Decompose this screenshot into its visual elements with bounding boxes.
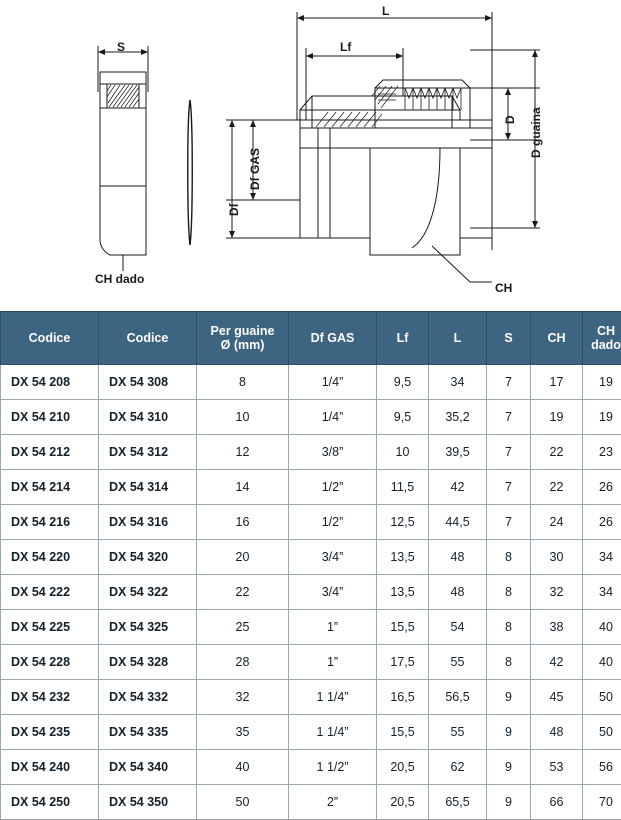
table-cell: 14: [197, 470, 289, 505]
table-cell: 3/4”: [289, 540, 377, 575]
table-cell: DX 54 332: [99, 680, 197, 715]
col-header-codice-2: Codice: [99, 312, 197, 365]
table-cell: DX 54 225: [1, 610, 99, 645]
table-cell: 8: [487, 575, 531, 610]
technical-drawing: [0, 0, 621, 310]
table-cell: 40: [583, 610, 621, 645]
table-cell: 35: [197, 715, 289, 750]
table-row: [1, 540, 621, 575]
table-cell: 55: [429, 715, 487, 750]
col-header-per-guaine-line1: Per guaine: [211, 324, 275, 338]
table-cell: 39,5: [429, 435, 487, 470]
table-cell: 17: [531, 365, 583, 400]
table-cell: 19: [583, 400, 621, 435]
table-cell: 56,5: [429, 680, 487, 715]
table-cell: DX 54 220: [1, 540, 99, 575]
dim-label-ch-dado: CH dado: [95, 272, 144, 286]
dim-label-df-gas: Df GAS: [248, 148, 262, 190]
spec-table: [0, 311, 621, 820]
table-cell: 10: [377, 435, 429, 470]
table-cell: DX 54 222: [1, 575, 99, 610]
col-header-per-guaine-line2: Ø (mm): [221, 338, 265, 352]
table-row: [1, 365, 621, 400]
table-cell: 1 1/4”: [289, 715, 377, 750]
table-cell: 3/8”: [289, 435, 377, 470]
table-cell: 42: [429, 470, 487, 505]
table-cell: 34: [429, 365, 487, 400]
table-header-row: [1, 312, 621, 365]
table-cell: 17,5: [377, 645, 429, 680]
table-cell: DX 54 328: [99, 645, 197, 680]
table-cell: 32: [531, 575, 583, 610]
table-cell: 50: [583, 680, 621, 715]
table-cell: 2”: [289, 785, 377, 820]
table-cell: DX 54 212: [1, 435, 99, 470]
table-cell: 66: [531, 785, 583, 820]
table-cell: 22: [531, 470, 583, 505]
table-cell: 40: [197, 750, 289, 785]
table-cell: DX 54 308: [99, 365, 197, 400]
table-row: [1, 575, 621, 610]
table-cell: 8: [487, 610, 531, 645]
table-cell: 20,5: [377, 750, 429, 785]
table-cell: 9: [487, 785, 531, 820]
table-cell: 22: [531, 435, 583, 470]
table-cell: 34: [583, 540, 621, 575]
table-cell: 13,5: [377, 575, 429, 610]
table-cell: DX 54 312: [99, 435, 197, 470]
table-cell: 1”: [289, 645, 377, 680]
table-cell: 1/4”: [289, 365, 377, 400]
table-cell: DX 54 350: [99, 785, 197, 820]
dim-label-s: S: [117, 40, 125, 54]
table-row: [1, 750, 621, 785]
table-cell: 34: [583, 575, 621, 610]
table-cell: 7: [487, 400, 531, 435]
table-cell: 9: [487, 680, 531, 715]
table-cell: 9,5: [377, 400, 429, 435]
table-cell: 3/4”: [289, 575, 377, 610]
table-cell: 30: [531, 540, 583, 575]
table-cell: 7: [487, 505, 531, 540]
table-cell: 65,5: [429, 785, 487, 820]
table-cell: 26: [583, 470, 621, 505]
table-row: [1, 435, 621, 470]
table-cell: 38: [531, 610, 583, 645]
col-header-l: L: [429, 312, 487, 365]
table-cell: 7: [487, 435, 531, 470]
table-cell: 42: [531, 645, 583, 680]
table-cell: 9,5: [377, 365, 429, 400]
table-cell: 1 1/2”: [289, 750, 377, 785]
table-cell: 53: [531, 750, 583, 785]
table-cell: 13,5: [377, 540, 429, 575]
dim-label-l: L: [382, 4, 389, 18]
table-cell: DX 54 228: [1, 645, 99, 680]
table-cell: DX 54 340: [99, 750, 197, 785]
table-cell: 25: [197, 610, 289, 645]
table-row: [1, 645, 621, 680]
table-row: [1, 400, 621, 435]
table-cell: 23: [583, 435, 621, 470]
table-cell: 8: [197, 365, 289, 400]
col-header-s: S: [487, 312, 531, 365]
table-cell: 62: [429, 750, 487, 785]
table-cell: 16: [197, 505, 289, 540]
table-body: [1, 365, 621, 820]
table-cell: 9: [487, 715, 531, 750]
table-cell: 48: [429, 540, 487, 575]
table-cell: 9: [487, 750, 531, 785]
table-cell: 22: [197, 575, 289, 610]
table-cell: 16,5: [377, 680, 429, 715]
col-header-codice-1: Codice: [1, 312, 99, 365]
table-cell: DX 54 240: [1, 750, 99, 785]
table-cell: 7: [487, 470, 531, 505]
table-cell: 48: [429, 575, 487, 610]
table-cell: DX 54 335: [99, 715, 197, 750]
table-cell: 19: [583, 365, 621, 400]
table-cell: 32: [197, 680, 289, 715]
table-cell: 20: [197, 540, 289, 575]
table-cell: 1 1/4”: [289, 680, 377, 715]
table-cell: 15,5: [377, 715, 429, 750]
table-cell: 1/2”: [289, 470, 377, 505]
table-cell: DX 54 208: [1, 365, 99, 400]
table-cell: 12,5: [377, 505, 429, 540]
col-header-per-guaine: [197, 312, 289, 365]
dim-label-df: Df: [227, 203, 241, 216]
table-cell: 8: [487, 645, 531, 680]
table-cell: DX 54 250: [1, 785, 99, 820]
table-cell: DX 54 235: [1, 715, 99, 750]
table-cell: 1/2”: [289, 505, 377, 540]
table-cell: 19: [531, 400, 583, 435]
table-cell: DX 54 210: [1, 400, 99, 435]
table-cell: DX 54 214: [1, 470, 99, 505]
table-cell: 10: [197, 400, 289, 435]
col-header-ch: CH: [531, 312, 583, 365]
table-cell: 45: [531, 680, 583, 715]
table-cell: 50: [583, 715, 621, 750]
table-cell: 44,5: [429, 505, 487, 540]
table-cell: DX 54 316: [99, 505, 197, 540]
dim-label-d: D: [503, 115, 517, 124]
spec-table-wrap: [0, 311, 621, 820]
table-cell: DX 54 325: [99, 610, 197, 645]
col-header-ch-dado-line2: dado: [591, 338, 621, 352]
table-cell: DX 54 314: [99, 470, 197, 505]
table-cell: DX 54 320: [99, 540, 197, 575]
table-cell: 26: [583, 505, 621, 540]
col-header-ch-dado: [583, 312, 621, 365]
dim-label-ch: CH: [495, 281, 512, 295]
table-cell: 24: [531, 505, 583, 540]
table-cell: 28: [197, 645, 289, 680]
table-cell: 40: [583, 645, 621, 680]
drawing-svg: [0, 0, 621, 310]
table-cell: 35,2: [429, 400, 487, 435]
table-row: [1, 470, 621, 505]
table-cell: 11,5: [377, 470, 429, 505]
table-row: [1, 505, 621, 540]
dim-label-lf: Lf: [340, 40, 351, 54]
table-cell: DX 54 216: [1, 505, 99, 540]
col-header-df-gas: Df GAS: [289, 312, 377, 365]
col-header-lf: Lf: [377, 312, 429, 365]
table-row: [1, 680, 621, 715]
table-cell: 48: [531, 715, 583, 750]
table-cell: 8: [487, 540, 531, 575]
table-cell: 20,5: [377, 785, 429, 820]
table-row: [1, 715, 621, 750]
table-cell: 54: [429, 610, 487, 645]
table-row: [1, 610, 621, 645]
dim-label-d-guaina: D guaina: [529, 107, 543, 158]
table-cell: 15,5: [377, 610, 429, 645]
table-cell: 55: [429, 645, 487, 680]
table-cell: 70: [583, 785, 621, 820]
table-row: [1, 785, 621, 820]
table-cell: 7: [487, 365, 531, 400]
table-cell: 1”: [289, 610, 377, 645]
table-cell: 12: [197, 435, 289, 470]
table-cell: 1/4”: [289, 400, 377, 435]
table-cell: DX 54 322: [99, 575, 197, 610]
table-cell: 56: [583, 750, 621, 785]
col-header-ch-dado-line1: CH: [597, 324, 615, 338]
table-cell: 50: [197, 785, 289, 820]
table-cell: DX 54 310: [99, 400, 197, 435]
table-cell: DX 54 232: [1, 680, 99, 715]
